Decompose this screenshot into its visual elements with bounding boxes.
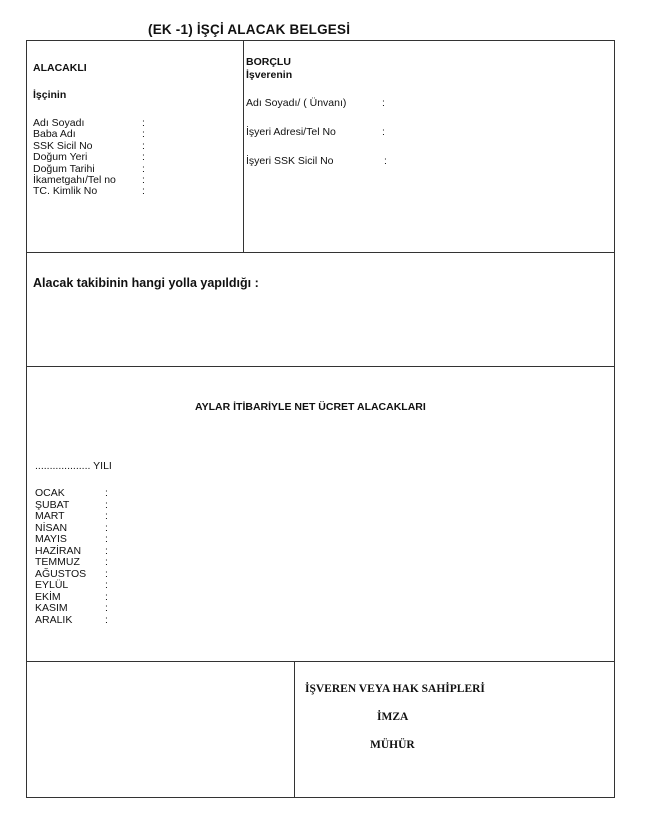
divider-wages [27,661,614,662]
month-row: KASIM : [35,602,108,614]
month-row: ŞUBAT : [35,498,108,511]
creditor-field: Adı Soyadı : [33,117,145,129]
divider-creditor-debtor [243,41,244,252]
month-row: MART : [35,510,108,522]
divider-signature [294,661,295,798]
month-row: MAYIS : [35,533,108,545]
form-frame [26,40,615,798]
creditor-field: SSK Sicil No : [33,139,145,152]
creditor-field: Baba Adı : [33,128,145,141]
signature-title: İŞVEREN VEYA HAK SAHİPLERİ [305,683,485,695]
month-row: ARALIK : [35,613,108,626]
debtor-field: İşyeri SSK Sicil No : [246,155,387,167]
month-row: AĞUSTOS : [35,567,108,580]
month-row: OCAK : [35,487,108,499]
month-row: HAZİRAN : [35,544,108,557]
debtor-field: İşyeri Adresi/Tel No : [246,126,385,138]
page-title: (EK -1) İŞÇİ ALACAK BELGESİ [148,22,351,37]
creditor-heading: ALACAKLI [33,62,87,74]
creditor-fields [33,118,238,198]
wages-year-label: ................... YILI [35,460,112,472]
divider-collection [27,366,614,367]
month-row: EYLÜL : [35,579,108,591]
wages-months [35,488,235,626]
creditor-field: Doğum Yeri : [33,151,145,164]
creditor-subheading: İşçinin [33,89,67,101]
debtor-field: Adı Soyadı/ ( Ünvanı) : [246,97,385,109]
month-row: TEMMUZ : [35,556,108,568]
debtor-subheading: İşverenin [246,69,293,81]
creditor-field: İkametgahı/Tel no : [33,173,145,186]
seal-label: MÜHÜR [370,739,415,751]
signature-label: İMZA [377,711,409,723]
creditor-field: Doğum Tarihi : [33,162,145,175]
debtor-heading: BORÇLU [246,56,291,68]
month-row: NİSAN : [35,521,108,534]
creditor-field: TC. Kimlik No : [33,185,145,198]
collection-method-label: Alacak takibinin hangi yolla yapıldığı : [33,276,259,290]
wages-heading: AYLAR İTİBARİYLE NET ÜCRET ALACAKLARI [195,401,426,413]
divider-parties [27,252,614,253]
month-row: EKİM : [35,590,108,603]
